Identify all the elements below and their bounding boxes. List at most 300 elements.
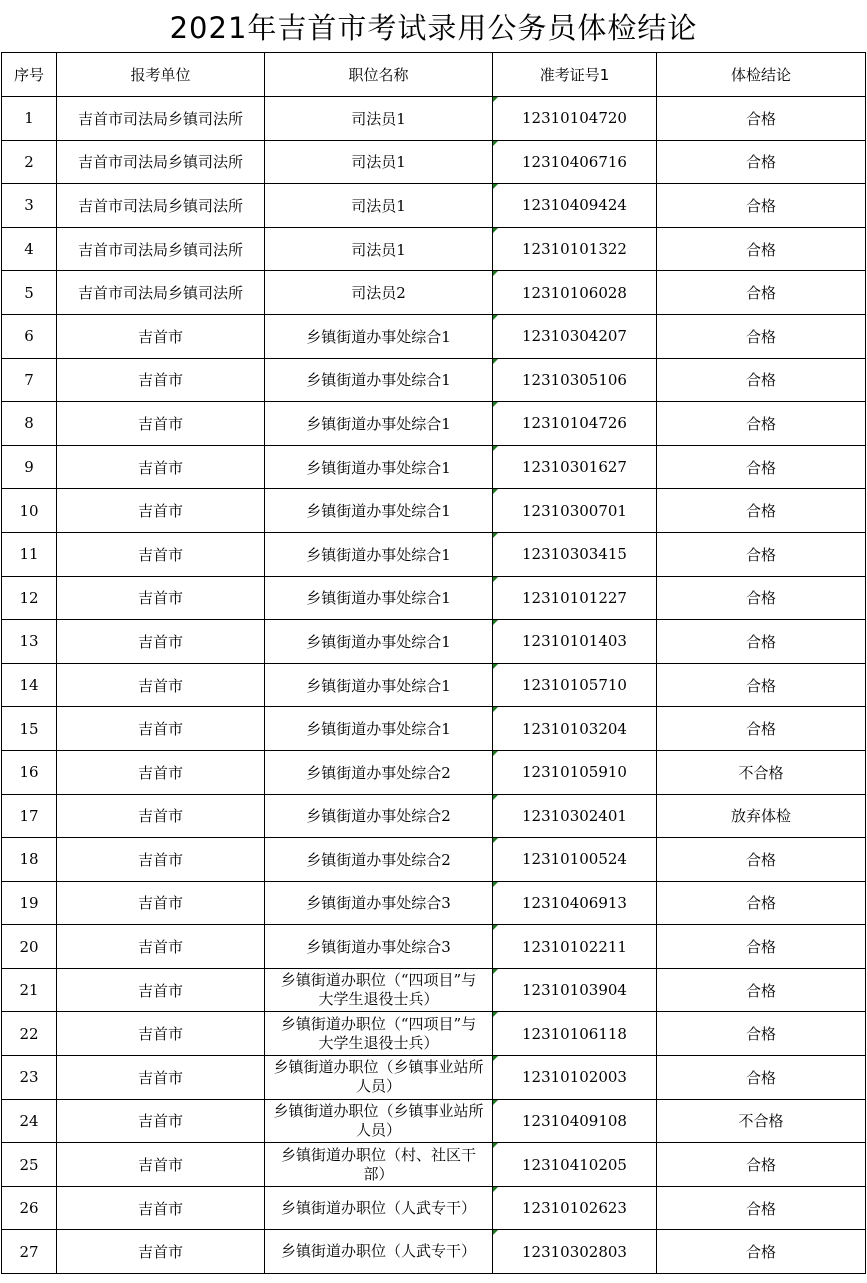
cell-no	[2, 271, 57, 315]
cell-unit	[57, 663, 265, 707]
cell-result-text: 合格	[745, 502, 776, 521]
cell-ticket	[493, 358, 657, 402]
cell-unit-text: 吉首市	[137, 1068, 183, 1087]
cell-result	[657, 1186, 866, 1230]
cell-ticket-text: 12310300701	[522, 501, 627, 520]
cell-unit	[57, 271, 265, 315]
cell-position	[265, 707, 493, 751]
cell-no	[2, 445, 57, 489]
error-marker-icon	[493, 1230, 498, 1235]
cell-ticket	[493, 881, 657, 925]
cell-no	[2, 576, 57, 620]
cell-result	[657, 1143, 866, 1187]
cell-no-text: 10	[19, 501, 39, 520]
cell-ticket	[493, 750, 657, 794]
cell-unit	[57, 925, 265, 969]
cell-ticket-text: 12310101227	[522, 588, 627, 607]
cell-position	[265, 794, 493, 838]
cell-unit-text: 吉首市	[137, 1156, 183, 1175]
cell-result	[657, 925, 866, 969]
cell-no	[2, 794, 57, 838]
cell-unit-text: 吉首市	[137, 894, 183, 913]
cell-unit-text: 吉首市	[137, 1025, 183, 1044]
cell-no-text: 25	[19, 1155, 39, 1174]
cell-no	[2, 358, 57, 402]
cell-position-text: 司法员1	[351, 109, 406, 128]
cell-unit-text: 吉首市	[137, 850, 183, 869]
cell-result-text: 合格	[745, 676, 776, 695]
cell-position-text: 乡镇街道办事处综合2	[306, 807, 451, 826]
cell-result	[657, 838, 866, 882]
cell-ticket	[493, 707, 657, 751]
cell-result	[657, 1012, 866, 1056]
cell-ticket-text: 12310104726	[522, 414, 627, 433]
cell-unit	[57, 620, 265, 664]
cell-ticket-text: 12310409424	[522, 196, 627, 215]
cell-no-text: 1	[24, 109, 34, 128]
cell-position	[265, 925, 493, 969]
cell-result-text: 合格	[745, 240, 776, 259]
cell-unit	[57, 794, 265, 838]
cell-no	[2, 1143, 57, 1187]
cell-unit-text: 吉首市司法局乡镇司法所	[77, 240, 243, 259]
error-marker-icon	[493, 446, 498, 451]
cell-no-text: 16	[19, 763, 39, 782]
cell-unit-text: 吉首市	[137, 371, 183, 390]
table-row	[2, 576, 866, 620]
cell-ticket	[493, 271, 657, 315]
cell-ticket	[493, 227, 657, 271]
cell-ticket-text: 12310305106	[522, 370, 627, 389]
header-unit: 报考单位	[57, 53, 265, 97]
cell-unit	[57, 1143, 265, 1187]
cell-result-text: 合格	[745, 153, 776, 172]
cell-unit-text: 吉首市	[137, 1243, 183, 1262]
cell-position-text: 司法员1	[351, 240, 406, 259]
cell-unit	[57, 227, 265, 271]
cell-position-text: 乡镇街道办事处综合1	[306, 676, 451, 695]
cell-result	[657, 881, 866, 925]
cell-ticket	[493, 1099, 657, 1143]
cell-ticket	[493, 97, 657, 141]
cell-result-text: 合格	[745, 371, 776, 390]
cell-position-text: 乡镇街道办职位（村、社区干部）	[280, 1145, 476, 1183]
cell-result-text: 合格	[745, 720, 776, 739]
table-row	[2, 1099, 866, 1143]
cell-position-text: 乡镇街道办事处综合1	[306, 720, 451, 739]
table-row	[2, 620, 866, 664]
cell-ticket-text: 12310410205	[522, 1155, 627, 1174]
cell-result-text: 合格	[745, 109, 776, 128]
cell-no	[2, 532, 57, 576]
cell-ticket-text: 12310103904	[522, 981, 627, 1000]
cell-ticket-text: 12310303415	[522, 545, 627, 564]
cell-no	[2, 227, 57, 271]
cell-position-text: 乡镇街道办职位（乡镇事业站所人员）	[273, 1101, 484, 1139]
cell-position-text: 乡镇街道办事处综合1	[306, 371, 451, 390]
cell-ticket	[493, 794, 657, 838]
cell-no-text: 17	[19, 806, 39, 825]
table-row	[2, 184, 866, 228]
cell-unit-text: 吉首市	[137, 676, 183, 695]
table-row	[2, 881, 866, 925]
table-row	[2, 1186, 866, 1230]
cell-no	[2, 314, 57, 358]
cell-ticket	[493, 620, 657, 664]
cell-ticket-text: 12310102211	[522, 937, 627, 956]
cell-ticket	[493, 1230, 657, 1274]
cell-result	[657, 663, 866, 707]
cell-result	[657, 314, 866, 358]
cell-position	[265, 227, 493, 271]
cell-no-text: 7	[24, 370, 34, 389]
table-row	[2, 794, 866, 838]
error-marker-icon	[493, 882, 498, 887]
cell-result-text: 合格	[745, 1243, 776, 1262]
cell-unit	[57, 445, 265, 489]
cell-unit	[57, 576, 265, 620]
cell-unit	[57, 1056, 265, 1100]
table-row	[2, 532, 866, 576]
cell-unit	[57, 140, 265, 184]
cell-ticket-text: 12310103204	[522, 719, 627, 738]
cell-position-text: 乡镇街道办职位（人武专干）	[280, 1242, 476, 1261]
table-row	[2, 1143, 866, 1187]
cell-unit	[57, 358, 265, 402]
cell-no-text: 21	[19, 981, 39, 1000]
cell-ticket-text: 12310100524	[522, 850, 627, 869]
cell-ticket-text: 12310102623	[522, 1199, 627, 1218]
table-row	[2, 358, 866, 402]
cell-no	[2, 750, 57, 794]
cell-position	[265, 140, 493, 184]
cell-no-text: 27	[19, 1242, 39, 1261]
cell-result-text: 合格	[745, 632, 776, 651]
cell-unit	[57, 1186, 265, 1230]
cell-ticket-text: 12310105710	[522, 676, 627, 695]
cell-ticket	[493, 1012, 657, 1056]
cell-ticket	[493, 314, 657, 358]
error-marker-icon	[493, 707, 498, 712]
cell-unit-text: 吉首市	[137, 458, 183, 477]
cell-ticket-text: 12310302803	[522, 1242, 627, 1261]
error-marker-icon	[493, 1187, 498, 1192]
cell-unit-text: 吉首市	[137, 720, 183, 739]
cell-unit	[57, 97, 265, 141]
cell-unit	[57, 838, 265, 882]
cell-position-text: 乡镇街道办事处综合3	[306, 894, 451, 913]
cell-ticket-text: 12310409108	[522, 1111, 627, 1130]
cell-position	[265, 838, 493, 882]
cell-unit-text: 吉首市	[137, 1199, 183, 1218]
cell-no-text: 13	[19, 632, 39, 651]
header-position: 职位名称	[265, 53, 493, 97]
header-result: 体检结论	[657, 53, 866, 97]
results-table	[1, 52, 866, 1274]
table-row	[2, 707, 866, 751]
cell-ticket-text: 12310101403	[522, 632, 627, 651]
cell-no-text: 26	[19, 1199, 39, 1218]
cell-no-text: 24	[19, 1111, 39, 1130]
error-marker-icon	[493, 141, 498, 146]
cell-position-text: 乡镇街道办职位（“四项目”与大学生退役士兵）	[280, 1014, 477, 1052]
table-row	[2, 1056, 866, 1100]
cell-no-text: 4	[24, 240, 34, 259]
cell-position	[265, 663, 493, 707]
cell-ticket	[493, 838, 657, 882]
cell-no	[2, 402, 57, 446]
cell-unit-text: 吉首市司法局乡镇司法所	[77, 196, 243, 215]
error-marker-icon	[493, 533, 498, 538]
cell-result	[657, 1230, 866, 1274]
cell-no	[2, 140, 57, 184]
cell-no-text: 18	[19, 850, 39, 869]
cell-unit	[57, 1012, 265, 1056]
page-title: 2021年吉首市考试录用公务员体检结论	[169, 11, 698, 45]
cell-position	[265, 314, 493, 358]
cell-no	[2, 968, 57, 1012]
cell-no-text: 9	[24, 458, 34, 477]
table-row	[2, 1012, 866, 1056]
cell-no	[2, 881, 57, 925]
cell-position-text: 乡镇街道办事处综合1	[306, 589, 451, 608]
cell-no-text: 3	[24, 196, 34, 215]
cell-result	[657, 271, 866, 315]
cell-unit-text: 吉首市	[137, 938, 183, 957]
cell-position	[265, 532, 493, 576]
cell-result	[657, 97, 866, 141]
cell-unit-text: 吉首市	[137, 632, 183, 651]
cell-position	[265, 968, 493, 1012]
cell-result	[657, 620, 866, 664]
table-row	[2, 97, 866, 141]
header-no: 序号	[2, 53, 57, 97]
cell-position-text: 司法员2	[351, 284, 406, 303]
cell-unit-text: 吉首市司法局乡镇司法所	[77, 153, 243, 172]
cell-position	[265, 358, 493, 402]
cell-unit-text: 吉首市	[137, 763, 183, 782]
cell-position	[265, 402, 493, 446]
error-marker-icon	[493, 97, 498, 102]
cell-result-text: 合格	[745, 414, 776, 433]
error-marker-icon	[493, 1012, 498, 1017]
cell-unit	[57, 1099, 265, 1143]
cell-no-text: 14	[19, 676, 39, 695]
table-row	[2, 750, 866, 794]
table-row	[2, 227, 866, 271]
cell-unit	[57, 184, 265, 228]
cell-ticket	[493, 1143, 657, 1187]
error-marker-icon	[493, 751, 498, 756]
cell-result-text: 合格	[745, 1156, 776, 1175]
cell-position	[265, 97, 493, 141]
cell-no-text: 5	[24, 283, 34, 302]
cell-ticket-text: 12310106028	[522, 283, 627, 302]
cell-ticket	[493, 184, 657, 228]
cell-no-text: 12	[19, 588, 39, 607]
error-marker-icon	[493, 838, 498, 843]
table-row	[2, 838, 866, 882]
cell-result	[657, 794, 866, 838]
cell-result-text: 合格	[745, 1025, 776, 1044]
cell-no-text: 8	[24, 414, 34, 433]
cell-result-text: 合格	[745, 1199, 776, 1218]
cell-position-text: 司法员1	[351, 196, 406, 215]
table-row	[2, 1230, 866, 1274]
cell-unit-text: 吉首市	[137, 981, 183, 1000]
cell-unit	[57, 881, 265, 925]
cell-result-text: 合格	[745, 589, 776, 608]
error-marker-icon	[493, 489, 498, 494]
error-marker-icon	[493, 1143, 498, 1148]
cell-no	[2, 184, 57, 228]
error-marker-icon	[493, 969, 498, 974]
cell-position-text: 乡镇街道办职位（乡镇事业站所人员）	[273, 1058, 484, 1096]
cell-result-text: 合格	[745, 196, 776, 215]
cell-unit-text: 吉首市	[137, 502, 183, 521]
cell-result	[657, 968, 866, 1012]
cell-no-text: 6	[24, 327, 34, 346]
cell-ticket	[493, 445, 657, 489]
cell-position	[265, 271, 493, 315]
cell-result	[657, 358, 866, 402]
cell-ticket	[493, 489, 657, 533]
cell-no	[2, 1230, 57, 1274]
cell-unit-text: 吉首市	[137, 589, 183, 608]
cell-result	[657, 140, 866, 184]
cell-position-text: 乡镇街道办事处综合1	[306, 327, 451, 346]
table-row	[2, 402, 866, 446]
cell-position-text: 乡镇街道办事处综合1	[306, 632, 451, 651]
error-marker-icon	[493, 228, 498, 233]
cell-result-text: 合格	[745, 1068, 776, 1087]
cell-position-text: 司法员1	[351, 153, 406, 172]
error-marker-icon	[493, 271, 498, 276]
cell-result-text: 合格	[745, 850, 776, 869]
cell-result-text: 合格	[745, 894, 776, 913]
cell-position-text: 乡镇街道办事处综合1	[306, 458, 451, 477]
cell-result-text: 不合格	[738, 1112, 784, 1131]
table-row	[2, 140, 866, 184]
cell-position	[265, 1056, 493, 1100]
cell-position	[265, 881, 493, 925]
cell-unit	[57, 750, 265, 794]
error-marker-icon	[493, 315, 498, 320]
cell-unit-text: 吉首市	[137, 414, 183, 433]
error-marker-icon	[493, 577, 498, 582]
cell-no	[2, 620, 57, 664]
cell-ticket	[493, 925, 657, 969]
cell-no-text: 19	[19, 893, 39, 912]
cell-unit	[57, 402, 265, 446]
cell-result	[657, 445, 866, 489]
cell-ticket	[493, 1186, 657, 1230]
cell-no-text: 22	[19, 1024, 39, 1043]
cell-position	[265, 184, 493, 228]
cell-result	[657, 532, 866, 576]
cell-position-text: 乡镇街道办事处综合1	[306, 414, 451, 433]
table-row	[2, 489, 866, 533]
table-row	[2, 925, 866, 969]
cell-no	[2, 1012, 57, 1056]
table-row	[2, 271, 866, 315]
cell-ticket-text: 12310406913	[522, 893, 627, 912]
cell-result-text: 放弃体检	[730, 807, 791, 826]
cell-result	[657, 402, 866, 446]
cell-no-text: 15	[19, 719, 39, 738]
cell-position	[265, 576, 493, 620]
cell-no	[2, 925, 57, 969]
cell-unit	[57, 1230, 265, 1274]
cell-position	[265, 620, 493, 664]
cell-result	[657, 489, 866, 533]
cell-no	[2, 97, 57, 141]
cell-result	[657, 1056, 866, 1100]
cell-result	[657, 576, 866, 620]
cell-result	[657, 227, 866, 271]
cell-position	[265, 1230, 493, 1274]
cell-position	[265, 1099, 493, 1143]
cell-no	[2, 838, 57, 882]
cell-unit	[57, 314, 265, 358]
error-marker-icon	[493, 1056, 498, 1061]
header-row	[2, 53, 866, 97]
cell-unit	[57, 489, 265, 533]
error-marker-icon	[493, 925, 498, 930]
cell-result-text: 合格	[745, 284, 776, 303]
cell-result-text: 合格	[745, 938, 776, 957]
error-marker-icon	[493, 664, 498, 669]
cell-no	[2, 1056, 57, 1100]
cell-no	[2, 1186, 57, 1230]
cell-ticket-text: 12310105910	[522, 763, 627, 782]
cell-position-text: 乡镇街道办事处综合2	[306, 763, 451, 782]
error-marker-icon	[493, 184, 498, 189]
cell-ticket	[493, 1056, 657, 1100]
cell-no-text: 20	[19, 937, 39, 956]
cell-unit	[57, 532, 265, 576]
cell-ticket-text: 12310302401	[522, 806, 627, 825]
cell-position-text: 乡镇街道办事处综合1	[306, 502, 451, 521]
cell-ticket	[493, 532, 657, 576]
error-marker-icon	[493, 620, 498, 625]
cell-ticket-text: 12310304207	[522, 327, 627, 346]
cell-result-text: 不合格	[738, 763, 784, 782]
cell-result	[657, 1099, 866, 1143]
cell-position	[265, 445, 493, 489]
table-row	[2, 445, 866, 489]
cell-ticket-text: 12310301627	[522, 458, 627, 477]
cell-position	[265, 1186, 493, 1230]
cell-result-text: 合格	[745, 981, 776, 1000]
table-row	[2, 968, 866, 1012]
cell-no-text: 23	[19, 1068, 39, 1087]
cell-position-text: 乡镇街道办职位（“四项目”与大学生退役士兵）	[280, 971, 477, 1009]
cell-result-text: 合格	[745, 327, 776, 346]
error-marker-icon	[493, 1100, 498, 1105]
table-row	[2, 314, 866, 358]
cell-unit	[57, 968, 265, 1012]
cell-position	[265, 489, 493, 533]
cell-ticket-text: 12310104720	[522, 109, 627, 128]
cell-ticket-text: 12310101322	[522, 240, 627, 259]
cell-result	[657, 707, 866, 751]
cell-unit	[57, 707, 265, 751]
cell-ticket	[493, 140, 657, 184]
cell-position	[265, 1143, 493, 1187]
cell-unit-text: 吉首市	[137, 327, 183, 346]
cell-ticket	[493, 402, 657, 446]
